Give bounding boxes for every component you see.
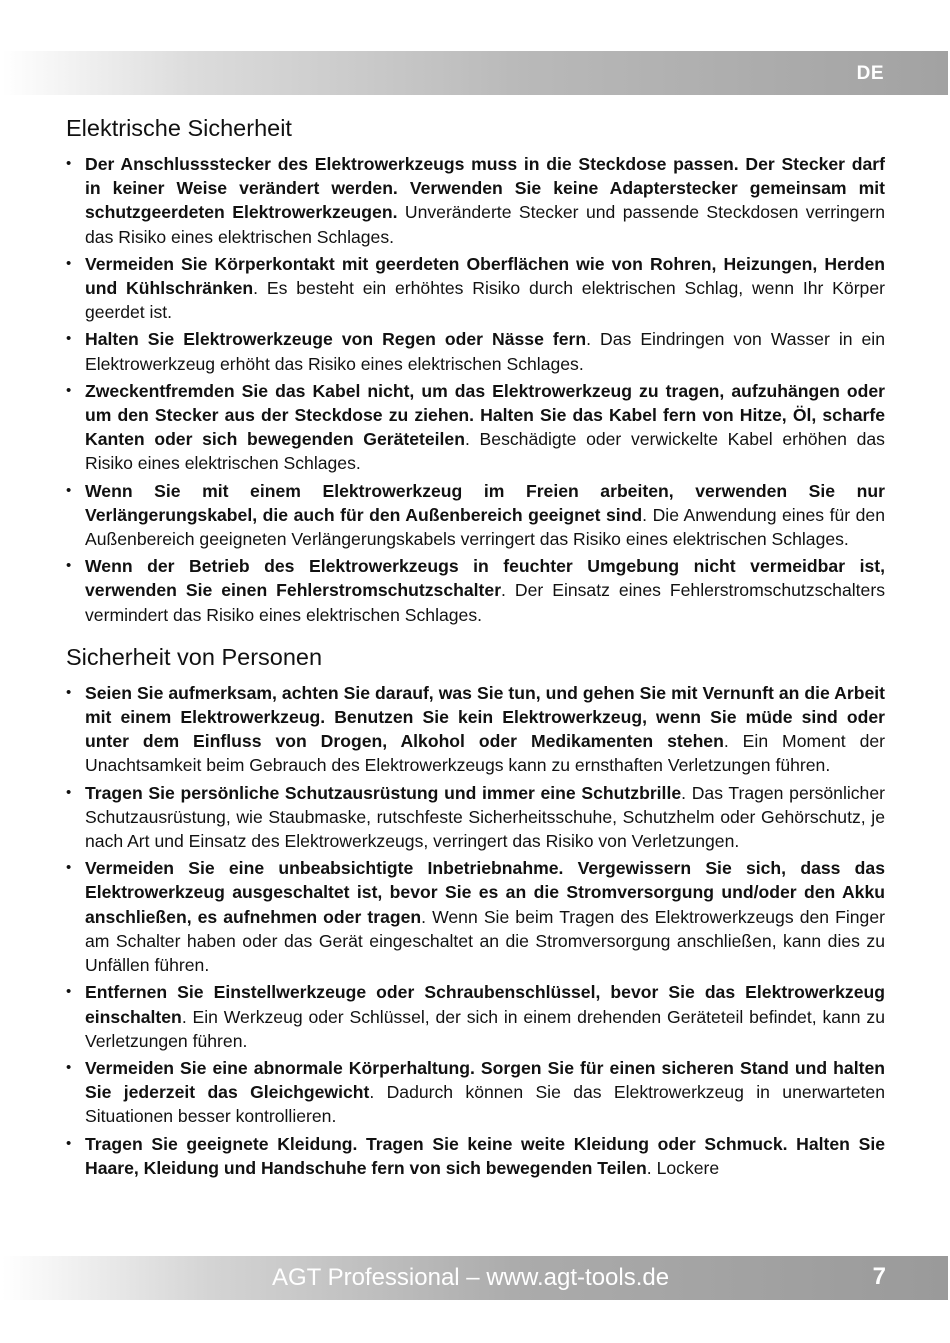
item-text: Unveränderte Stecker und passende Steckdosen verringern das Risiko eines elektrischen Schlages. bbox=[85, 202, 885, 247]
bullet-icon: • bbox=[66, 254, 72, 272]
bullet-icon: • bbox=[66, 683, 72, 701]
bullet-icon: • bbox=[66, 783, 72, 801]
item-text: . Dadurch können Sie das Elektrowerkzeug in unerwarteten Situationen besser kontrollieren. bbox=[85, 1082, 885, 1127]
bullet-icon: • bbox=[66, 330, 72, 348]
list-item bbox=[66, 479, 885, 552]
item-text: . Beschädigte oder verwickelte Kabel erhöhen das Risiko eines elektrischen Schlages. bbox=[85, 429, 885, 474]
item-text: . Die Anwendung eines für den Außenbereich geeigneten Verlängerungskabels verringert das Risiko eines elektrischen Schlages. bbox=[85, 504, 885, 550]
list-item bbox=[66, 252, 885, 325]
bullet-icon: • bbox=[66, 155, 72, 172]
item-bold-text: Seien Sie aufmerksam, achten Sie darauf, was Sie tun, und gehen Sie mit Vernunft an die Arbeit mit einem Elektrowerkzeug. Benutzen Sie kein Elektrowerkzeug, wenn Sie müde sind oder unter dem Einfluss von Drogen, Alkohol oder Medikamenten stehen bbox=[85, 682, 885, 752]
list-item bbox=[66, 152, 885, 249]
page-content bbox=[66, 112, 885, 1183]
bullet-icon: • bbox=[66, 1134, 72, 1152]
header-bar bbox=[2, 51, 948, 95]
bullet-icon: • bbox=[66, 859, 72, 877]
footer-bar bbox=[2, 1256, 948, 1300]
list-item bbox=[66, 379, 885, 476]
item-bold-text: Zweckentfremden Sie das Kabel nicht, um das Elektrowerkzeug zu tragen, aufzuhängen oder um den Stecker aus der Steckdose zu ziehen. Halten Sie das Kabel fern von Hitze, Öl, scharfe Kanten oder sich bewegenden Geräteteilen bbox=[85, 380, 885, 450]
bullet-icon: • bbox=[66, 381, 72, 399]
item-text: . Es besteht ein erhöhtes Risiko durch elektrischen Schlag, wenn Ihr Körper geerdet ist. bbox=[85, 278, 885, 323]
bullet-icon: • bbox=[66, 557, 72, 575]
item-bold-text: Vermeiden Sie Körperkontakt mit geerdeten Oberflächen wie von Rohren, Heizungen, Herden und Kühlschränken bbox=[85, 253, 885, 299]
list-item bbox=[66, 681, 885, 778]
bullet-icon: • bbox=[66, 1058, 72, 1076]
list-item bbox=[66, 554, 885, 627]
bullet-icon: • bbox=[66, 481, 72, 499]
item-bold-text: Vermeiden Sie eine abnormale Körperhaltung. Sorgen Sie für einen sicheren Stand und halten Sie jederzeit das Gleichgewicht bbox=[85, 1057, 885, 1103]
section-title-electrical-safety: Elektrische Sicherheit bbox=[66, 115, 292, 141]
item-bold-text: Wenn Sie mit einem Elektrowerkzeug im Freien arbeiten, verwenden Sie nur Verlängerungskabel, die auch für den Außenbereich geeignet sind bbox=[85, 480, 885, 525]
item-bold-text: Wenn der Betrieb des Elektrowerkzeugs in feuchter Umgebung nicht vermeidbar ist, verwenden Sie einen Fehlerstromschutzschalter bbox=[85, 556, 885, 601]
item-text: . Wenn Sie beim Tragen des Elektrowerkzeugs den Finger am Schalter haben oder das Gerät eingeschaltet an die Stromversorgung anschließen, kann dies zu Unfällen führen. bbox=[85, 906, 885, 976]
bullet-icon: • bbox=[66, 983, 72, 1001]
item-bold-text: Tragen Sie geeignete Kleidung. Tragen Sie keine weite Kleidung oder Schmuck. Halten Sie Haare, Kleidung und Handschuhe fern von sich bewegenden Teilen bbox=[85, 1133, 885, 1178]
footer-website: AGT Professional – www.agt-tools.de bbox=[272, 1264, 670, 1291]
section-title-personal-safety: Sicherheit von Personen bbox=[66, 643, 323, 670]
item-bold-text: Tragen Sie persönliche Schutzausrüstung und immer eine Schutzbrille bbox=[85, 782, 682, 803]
list-item bbox=[66, 781, 885, 854]
list-item bbox=[66, 980, 885, 1053]
item-text: . Das Tragen persönlicher Schutzausrüstung, wie Staubmaske, rutschfeste Sicherheitsschuhe, Schutzhelm oder Gehörschutz, je nach Art und Einsatz des Elektrowerkzeugs, verringert das Risiko von Verletzungen. bbox=[85, 782, 885, 852]
page-number: 7 bbox=[872, 1263, 886, 1290]
item-text: . Ein Moment der Unachtsamkeit beim Gebrauch des Elektrowerkzeugs kann zu ernsthaften Verletzungen führen. bbox=[85, 731, 885, 776]
personal-safety-list bbox=[66, 681, 885, 1180]
item-text: . Das Eindringen von Wasser in ein Elektrowerkzeug erhöht das Risiko eines elektrischen Schlages. bbox=[85, 329, 885, 374]
item-text: . Lockere bbox=[646, 1157, 720, 1178]
item-bold-text: Der Anschlussstecker des Elektrowerkzeugs muss in die Steckdose passen. Der Stecker darf in keiner Weise verändert werden. Verwenden Sie keine Adapterstecker gemeinsam mit schutzgeerdeten Elektrowerkzeugen. bbox=[85, 154, 885, 223]
list-item bbox=[66, 327, 885, 375]
item-bold-text: Halten Sie Elektrowerkzeuge von Regen oder Nässe fern bbox=[85, 329, 587, 350]
item-bold-text: Entfernen Sie Einstellwerkzeuge oder Schraubenschlüssel, bevor Sie das Elektrowerkzeug einschalten bbox=[85, 982, 885, 1027]
item-text: . Ein Werkzeug oder Schlüssel, der sich in einem drehenden Geräteteil befindet, kann zu Verletzungen führen. bbox=[85, 1006, 885, 1051]
item-text: . Der Einsatz eines Fehlerstromschutzschalters vermindert das Risiko eines elektrischen Schlages. bbox=[85, 580, 885, 625]
list-item bbox=[66, 856, 885, 977]
item-bold-text: Vermeiden Sie eine unbeabsichtigte Inbetriebnahme. Vergewissern Sie sich, dass das Elektrowerkzeug ausgeschaltet ist, bevor Sie es an die Stromversorgung und/oder den Akku anschließen, es aufnehmen oder tragen bbox=[85, 858, 885, 927]
language-label: DE bbox=[856, 63, 884, 84]
list-item bbox=[66, 1132, 885, 1180]
list-item bbox=[66, 1056, 885, 1129]
electrical-safety-list bbox=[66, 152, 885, 627]
